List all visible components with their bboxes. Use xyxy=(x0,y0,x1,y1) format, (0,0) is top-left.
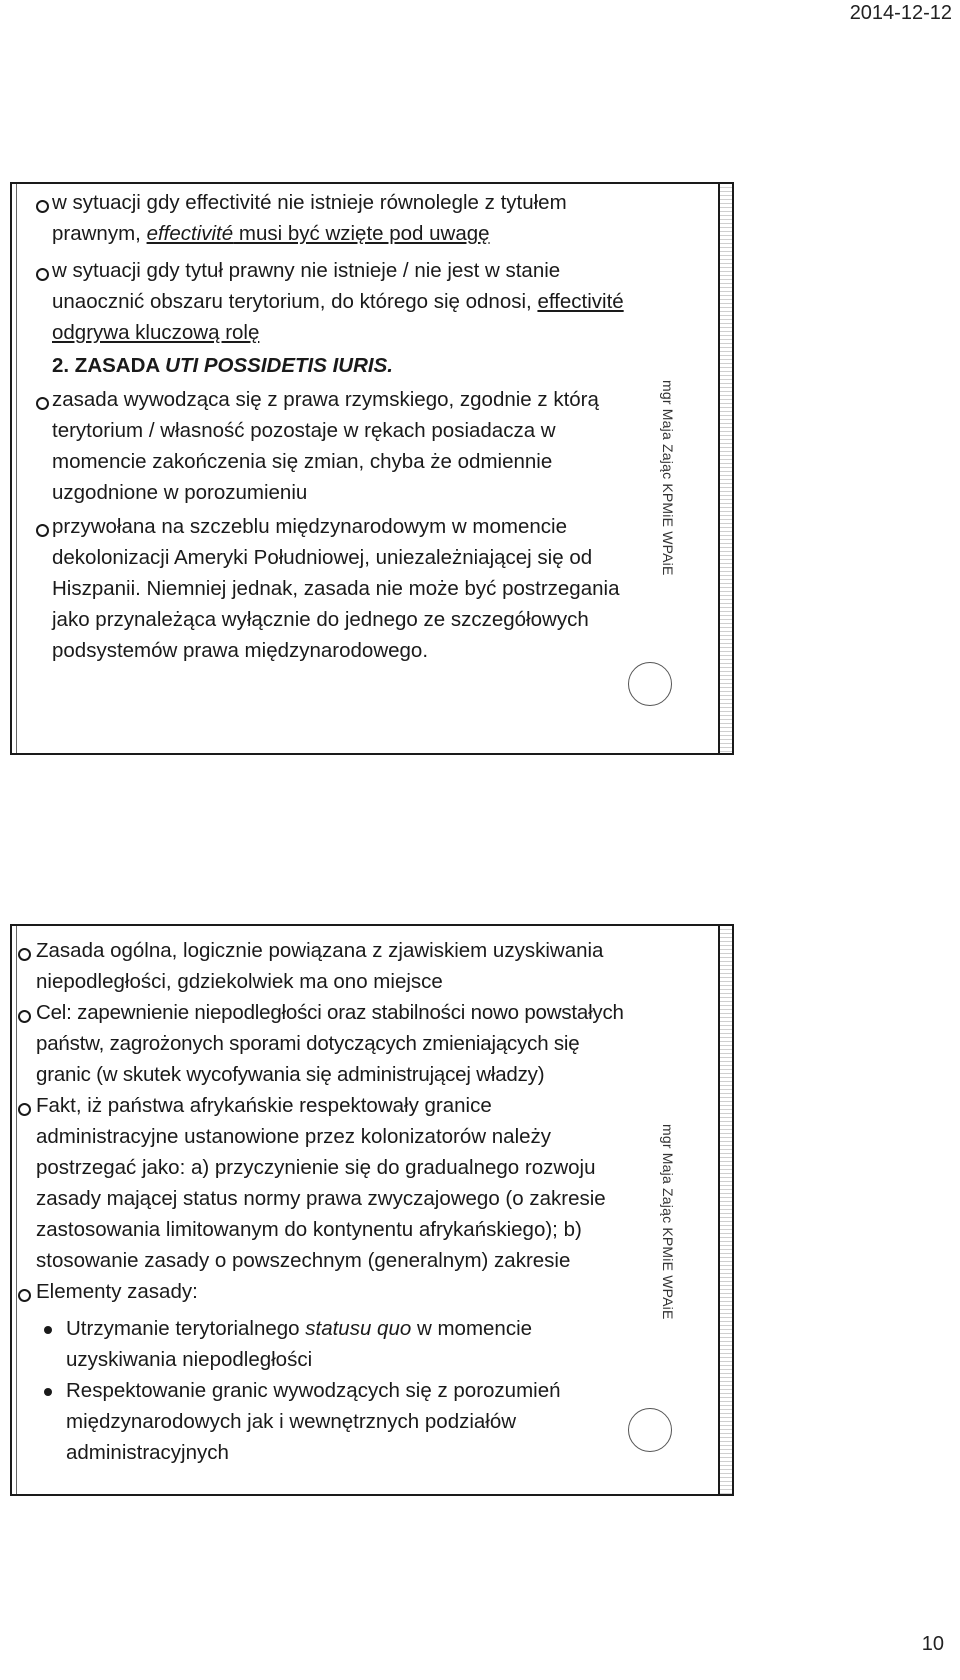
item-line: odgrywa kluczową rolę xyxy=(52,321,260,344)
item-line: przywołana na szczeblu międzynarodowym w momencie xyxy=(52,515,567,538)
slide-2 xyxy=(10,924,734,1496)
item-line: Fakt, iż państwa afrykańskie respektowały granice xyxy=(36,1094,492,1117)
list-item xyxy=(52,384,599,508)
slide-side-strip xyxy=(718,184,732,753)
slide-left-edge xyxy=(12,184,17,753)
item-line: państw, zagrożonych sporami dotyczących zmieniających się xyxy=(36,1032,580,1055)
decorative-circle xyxy=(628,662,672,706)
circle-bullet-icon xyxy=(36,524,49,537)
page-date: 2014-12-12 xyxy=(849,2,952,24)
item-line: Hiszpanii. Niemniej jednak, zasada nie może być postrzegania xyxy=(52,577,620,600)
item-line: zasady mającej status normy prawa zwyczajowego (o zakresie xyxy=(36,1187,606,1210)
page-number: 10 xyxy=(921,1633,944,1655)
item-line: w sytuacji gdy tytuł prawny nie istnieje / nie jest w stanie xyxy=(52,259,561,282)
item-line: postrzegać jako: a) przyczynienie się do gradualnego rozwoju xyxy=(36,1156,596,1179)
circle-bullet-icon xyxy=(36,200,49,213)
list-item xyxy=(36,1090,606,1276)
circle-bullet-icon xyxy=(36,397,49,410)
circle-bullet-icon xyxy=(18,1010,31,1023)
item-line: dekolonizacji Ameryki Południowej, uniezależniającej się od xyxy=(52,546,593,569)
list-item xyxy=(52,187,567,249)
item-line: podsystemów prawa międzynarodowego. xyxy=(52,639,429,662)
list-item xyxy=(52,255,624,348)
sub-list-item xyxy=(66,1313,532,1375)
item-line: administracyjnych xyxy=(66,1441,229,1464)
item-line: administracyjne ustanowione przez kolonizatorów należy xyxy=(36,1125,552,1148)
author-note: mgr Maja Zając KPMiE WPAiE xyxy=(660,1124,676,1320)
item-line: zasada wywodząca się z prawa rzymskiego, zgodnie z którą xyxy=(52,388,599,411)
item-line: uzyskiwania niepodległości xyxy=(66,1348,313,1371)
list-item xyxy=(36,997,624,1090)
item-line: stosowanie zasady o powszechnym (generalnym) zakresie xyxy=(36,1249,571,1272)
item-line: momencie zakończenia się zmian, chyba że odmiennie xyxy=(52,450,553,473)
slide-1 xyxy=(10,182,734,755)
author-note: mgr Maja Zając KPMiE WPAiE xyxy=(660,380,676,576)
circle-bullet-icon xyxy=(18,1103,31,1116)
dot-bullet-icon xyxy=(44,1326,52,1334)
item-line: Respektowanie granic wywodzących się z porozumień xyxy=(66,1379,561,1402)
list-item xyxy=(36,1276,198,1307)
list-item xyxy=(36,935,603,997)
item-line: jako przynależąca wyłącznie do jednego ze szczegółowych xyxy=(52,608,589,631)
item-line: granic (w skutek wycofywania się administrującej władzy) xyxy=(36,1063,545,1086)
decorative-circle xyxy=(628,1408,672,1452)
item-line: Utrzymanie terytorialnego statusu quo w momencie xyxy=(66,1317,533,1340)
list-item xyxy=(52,511,619,666)
item-line: unaocznić obszaru terytorium, do którego się odnosi, effectivité xyxy=(52,290,624,313)
circle-bullet-icon xyxy=(36,268,49,281)
slide-left-edge xyxy=(12,926,17,1494)
section-heading: 2. ZASADA UTI POSSIDETIS IURIS. xyxy=(52,354,393,377)
item-line: Cel: zapewnienie niepodległości oraz stabilności nowo powstałych xyxy=(36,1001,624,1024)
item-line: zastosowania limitowanym do kontynentu afrykańskiego); b) xyxy=(36,1218,582,1241)
item-line: Zasada ogólna, logicznie powiązana z zjawiskiem uzyskiwania xyxy=(36,939,604,962)
dot-bullet-icon xyxy=(44,1388,52,1396)
slide-side-strip xyxy=(718,926,732,1494)
item-line: Elementy zasady: xyxy=(36,1280,198,1303)
item-line: niepodległości, gdziekolwiek ma ono miejsce xyxy=(36,970,443,993)
item-line: uzgodnione w porozumieniu xyxy=(52,481,308,504)
item-line: terytorium / własność pozostaje w rękach posiadacza w xyxy=(52,419,556,442)
item-line: prawnym, effectivité musi być wzięte pod uwagę xyxy=(52,222,490,245)
circle-bullet-icon xyxy=(18,948,31,961)
sub-list-item xyxy=(66,1375,561,1468)
circle-bullet-icon xyxy=(18,1289,31,1302)
item-line: międzynarodowych jak i wewnętrznych podziałów xyxy=(66,1410,517,1433)
item-line: w sytuacji gdy effectivité nie istnieje równolegle z tytułem xyxy=(52,191,567,214)
